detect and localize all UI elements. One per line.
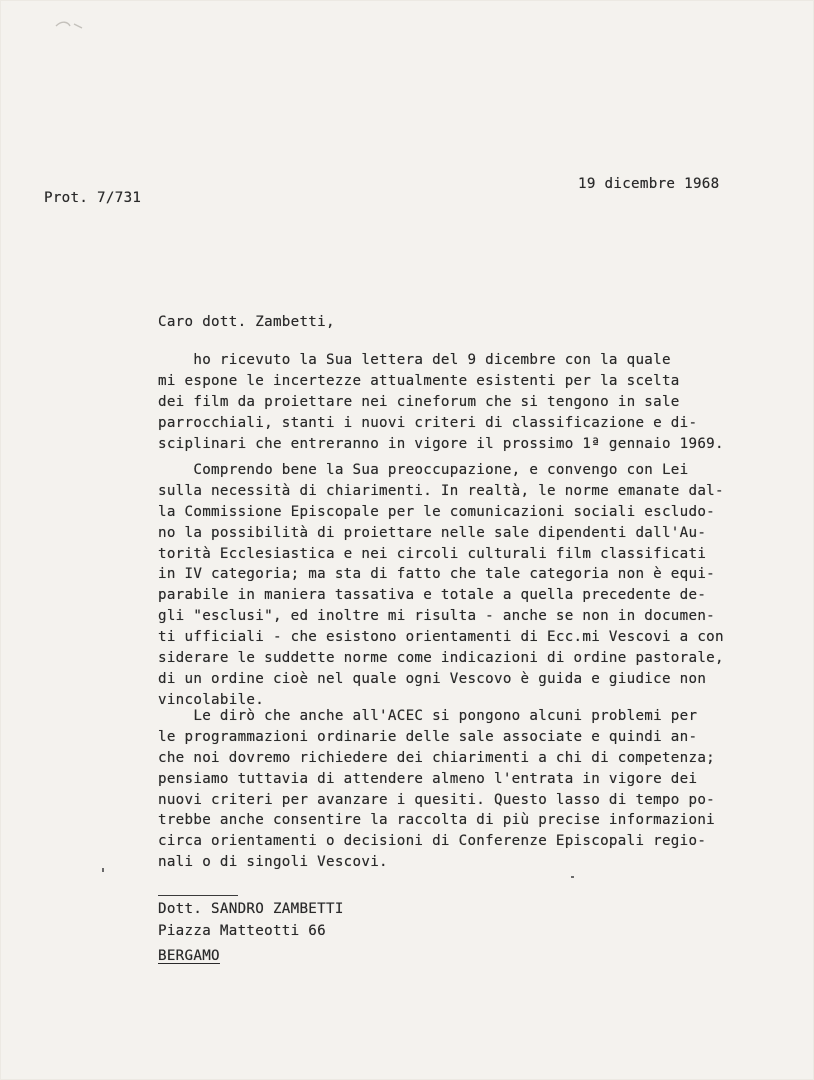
paragraph-line: che noi dovremo richiedere dei chiarimenti a chi di competenza; [158, 749, 716, 766]
paragraph-line: sciplinari che entreranno in vigore il prossimo 1ª gennaio 1969. [158, 435, 724, 452]
paragraph-line: sulla necessità di chiarimenti. In realtà, le norme emanate dal- [158, 482, 724, 499]
recipient-address [158, 898, 344, 942]
letter-date: 19 dicembre 1968 [578, 176, 720, 192]
salutation: Caro dott. Zambetti, [158, 314, 335, 330]
paragraph-3 [158, 706, 715, 873]
paragraph-line: ho ricevuto la Sua lettera del 9 dicembre con la quale [158, 352, 671, 368]
paragraph-line: in IV categoria; ma sta di fatto che tale categoria non è equi- [158, 566, 716, 583]
paragraph-line: siderare le suddette norme come indicazioni di ordine pastorale, [158, 650, 724, 667]
paragraph-line: nuovi criteri per avanzare i quesiti. Questo lasso di tempo po- [158, 791, 716, 808]
paragraph-line: vincolabile. [158, 691, 265, 708]
recipient-city: BERGAMO [158, 948, 220, 964]
paragraph-2 [158, 460, 724, 711]
paragraph-line: di un ordine cioè nel quale ogni Vescovo è guida e giudice non [158, 670, 707, 687]
ink-speck [102, 868, 104, 872]
paragraph-line: torità Ecclesiastica e nei circoli culturali film classificati [158, 545, 707, 562]
paragraph-line: dei film da proiettare nei cineforum che si tengono in sale [158, 393, 680, 410]
paragraph-line: gli "esclusi", ed inoltre mi risulta - anche se non in documen- [158, 608, 716, 625]
recipient-street: Piazza Matteotti 66 [158, 923, 326, 939]
paragraph-line: la Commissione Episcopale per le comunicazioni sociali escludo- [158, 503, 716, 520]
paragraph-line: mi espone le incertezze attualmente esistenti per la scelta [158, 372, 680, 389]
paragraph-line: le programmazioni ordinarie delle sale associate e quindi an- [158, 728, 698, 745]
paragraph-line: Comprendo bene la Sua preoccupazione, e convengo con Lei [158, 462, 689, 478]
paragraph-line: Le dirò che anche all'ACEC si pongono alcuni problemi per [158, 708, 698, 724]
paragraph-line: trebbe anche consentire la raccolta di più precise informazioni [158, 812, 716, 829]
paragraph-line: ti ufficiali - che esistono orientamenti di Ecc.mi Vescovi a con [158, 629, 724, 646]
recipient-name: Dott. SANDRO ZAMBETTI [158, 901, 344, 917]
paragraph-line: nali o di singoli Vescovi. [158, 854, 388, 871]
paragraph-line: no la possibilità di proiettare nelle sale dipendenti dall'Au- [158, 524, 707, 541]
paper-smudge-icon [52, 12, 96, 38]
address-rule [158, 895, 238, 896]
protocol-number: Prot. 7/731 [44, 190, 142, 206]
paragraph-1 [158, 350, 724, 454]
paragraph-line: circa orientamenti o decisioni di Conferenze Episcopali regio- [158, 833, 707, 850]
ink-speck [571, 876, 574, 878]
paragraph-line: parrocchiali, stanti i nuovi criteri di classificazione e di- [158, 414, 698, 431]
paragraph-line: parabile in maniera tassativa e totale a quella precedente de- [158, 587, 707, 604]
paragraph-line: pensiamo tuttavia di attendere almeno l'entrata in vigore dei [158, 770, 698, 787]
